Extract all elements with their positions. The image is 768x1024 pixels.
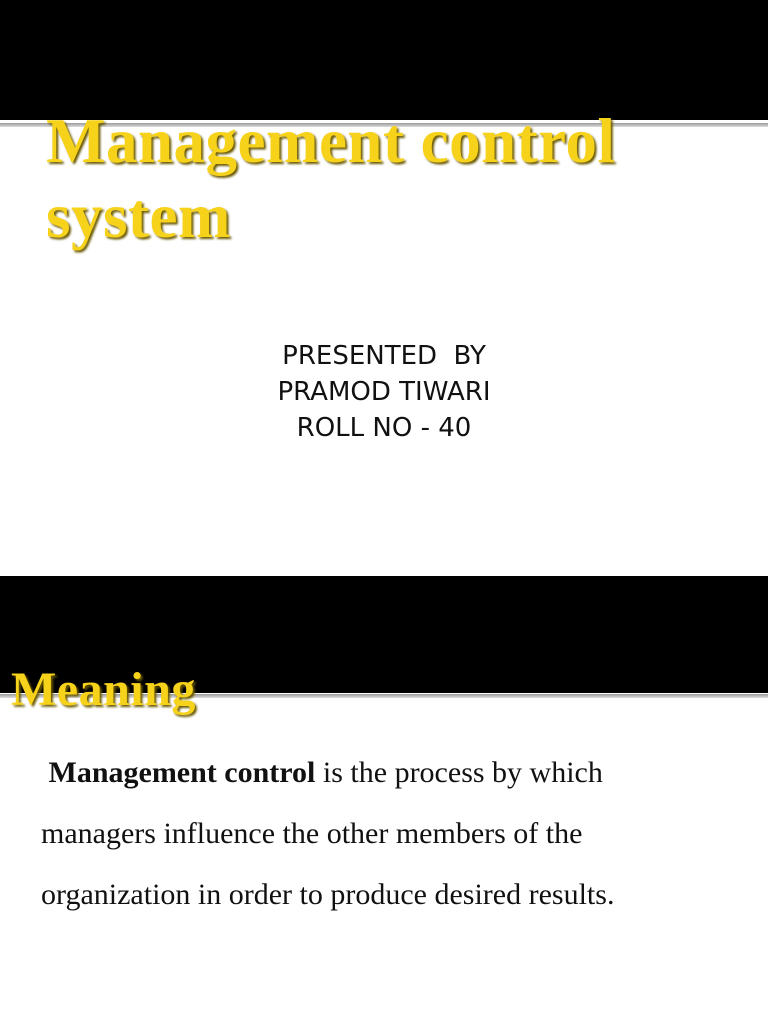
- title-line-2: system: [46, 181, 231, 251]
- paragraph-line-2: managers influence the other members of the: [41, 817, 583, 850]
- bold-term: Management control: [48, 756, 316, 789]
- presenter-block: [0, 338, 768, 446]
- slide-title-text: [46, 104, 746, 254]
- slide-meaning: [0, 576, 768, 1024]
- definition-paragraph: [41, 742, 741, 925]
- paragraph-line-3: organization in order to produce desired results.: [41, 878, 615, 911]
- roll-number: ROLL NO - 40: [296, 413, 472, 443]
- slide-separator: [0, 560, 768, 576]
- paragraph-line-1: [41, 742, 741, 803]
- presented-by-label: PRESENTED BY: [282, 341, 486, 371]
- slide-heading: Meaning: [11, 663, 196, 716]
- line-1-rest: is the process by which: [315, 756, 603, 789]
- title-line-1: Management control: [46, 106, 616, 176]
- presenter-name: PRAMOD TIWARI: [277, 377, 491, 407]
- header-band: [0, 0, 768, 120]
